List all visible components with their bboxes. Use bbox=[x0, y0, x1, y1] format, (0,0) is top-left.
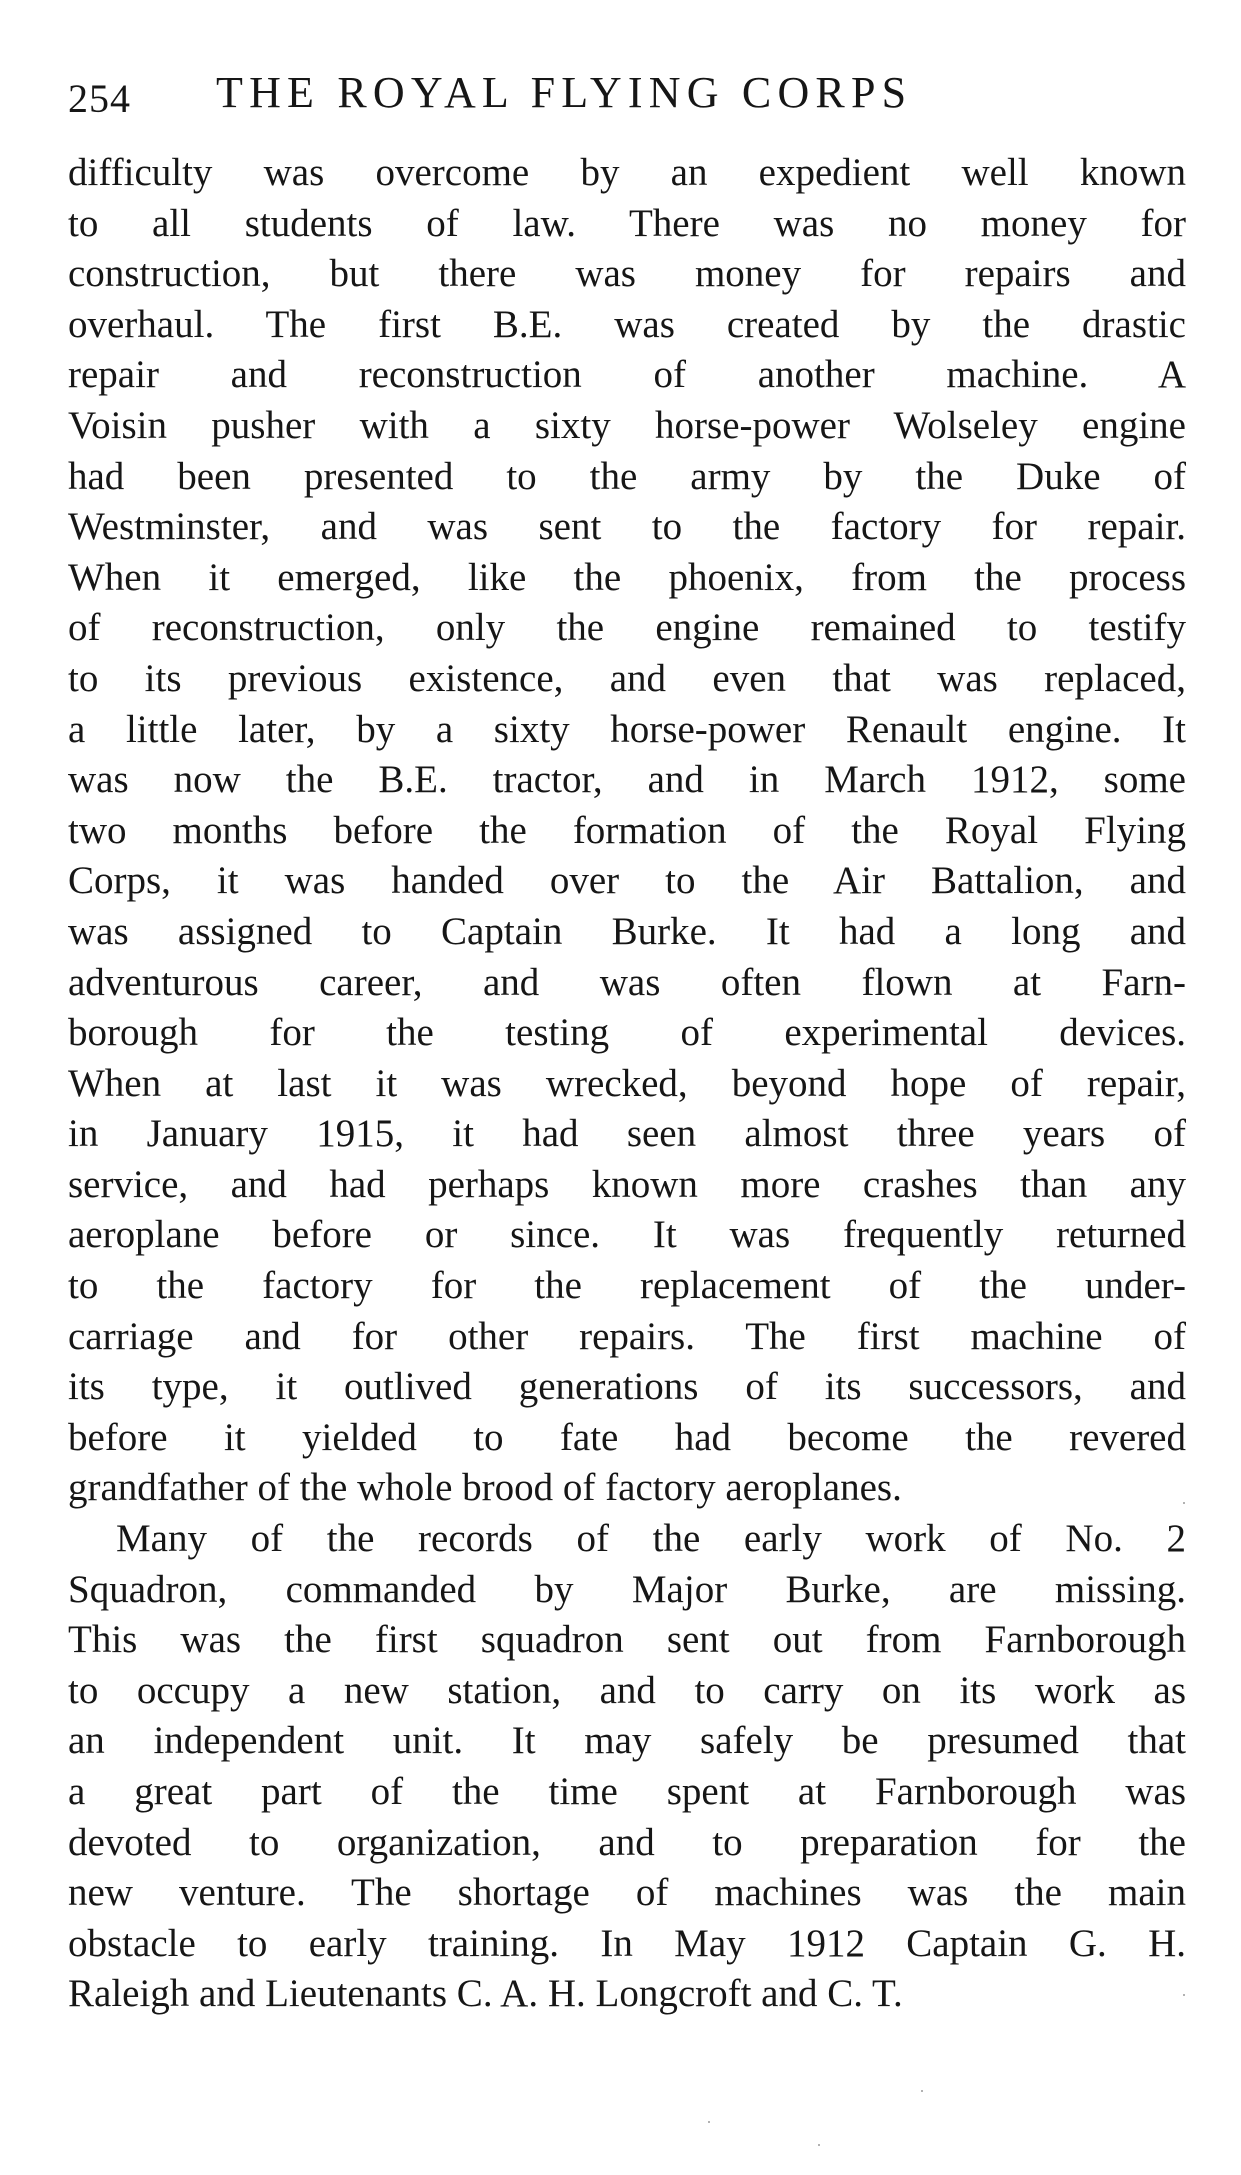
text-line: to the factory for the replacement of the under- bbox=[68, 1264, 1186, 1308]
text-line: construction, but there was money for repairs and bbox=[68, 252, 1186, 296]
text-line: carriage and for other repairs. The first machine of bbox=[68, 1314, 1186, 1358]
text-line: adventurous career, and was often flown at Farn- bbox=[68, 960, 1186, 1004]
text-line: Corps, it was handed over to the Air Battalion, and bbox=[68, 859, 1186, 903]
page-number: 254 bbox=[68, 76, 131, 121]
text-line: devoted to organization, and to preparation for the bbox=[68, 1820, 1186, 1864]
text-line: of reconstruction, only the engine remained to testify bbox=[68, 606, 1186, 650]
paper-speck bbox=[921, 2090, 923, 2092]
paper-speck bbox=[1183, 1994, 1185, 1996]
text-line: borough for the testing of experimental devices. bbox=[68, 1011, 1186, 1055]
text-line: difficulty was overcome by an expedient well known bbox=[68, 151, 1186, 194]
text-line: two months before the formation of the Royal Flying bbox=[68, 808, 1186, 852]
paper-speck bbox=[708, 2121, 710, 2123]
text-line: This was the first squadron sent out from Farnborough bbox=[68, 1618, 1186, 1662]
text-line: new venture. The shortage of machines was the main bbox=[68, 1871, 1186, 1915]
text-line: to its previous existence, and even that was replaced, bbox=[68, 656, 1186, 700]
text-line: was now the B.E. tractor, and in March 1912, some bbox=[68, 758, 1186, 802]
text-line: service, and had perhaps known more crashes than any bbox=[68, 1162, 1186, 1206]
paper-speck bbox=[818, 2144, 820, 2146]
text-line: grandfather of the whole brood of factory aeroplanes. bbox=[68, 1466, 902, 1510]
text-line: Squadron, commanded by Major Burke, are missing. bbox=[68, 1567, 1186, 1611]
text-line: to occupy a new station, and to carry on its work as bbox=[68, 1668, 1186, 1712]
text-line: was assigned to Captain Burke. It had a long and bbox=[68, 909, 1186, 953]
paragraph bbox=[68, 1514, 1186, 2020]
text-line: its type, it outlived generations of its successors, and bbox=[68, 1365, 1186, 1409]
running-title: THE ROYAL FLYING CORPS bbox=[216, 68, 913, 117]
text-line: overhaul. The first B.E. was created by the drastic bbox=[68, 302, 1186, 346]
text-line: Voisin pusher with a sixty horse-power Wolseley engine bbox=[68, 403, 1186, 447]
text-line: in January 1915, it had seen almost three years of bbox=[68, 1112, 1186, 1156]
text-line: had been presented to the army by the Duke of bbox=[68, 454, 1186, 498]
text-line: aeroplane before or since. It was frequently returned bbox=[68, 1213, 1186, 1257]
text-line: a little later, by a sixty horse-power Renault engine. It bbox=[68, 707, 1186, 751]
text-line: obstacle to early training. In May 1912 Captain G. H. bbox=[68, 1921, 1186, 1965]
text-line: Raleigh and Lieutenants C. A. H. Longcroft and C. T. bbox=[68, 1972, 903, 2016]
running-head bbox=[68, 62, 1178, 122]
text-line: an independent unit. It may safely be presumed that bbox=[68, 1719, 1186, 1763]
text-line: repair and reconstruction of another machine. A bbox=[68, 353, 1186, 397]
paper-speck bbox=[1183, 1502, 1185, 1504]
text-line: before it yielded to fate had become the revered bbox=[68, 1415, 1186, 1459]
text-line: a great part of the time spent at Farnborough was bbox=[68, 1770, 1186, 1813]
text-line: to all students of law. There was no money for bbox=[68, 201, 1186, 245]
text-line: Westminster, and was sent to the factory for repair. bbox=[68, 505, 1186, 549]
text-line: Many of the records of the early work of No. 2 bbox=[116, 1517, 1186, 1561]
paragraph bbox=[68, 148, 1186, 1514]
text-line: When at last it was wrecked, beyond hope of repair, bbox=[68, 1061, 1186, 1105]
text-line: When it emerged, like the phoenix, from the process bbox=[68, 555, 1186, 599]
body-text bbox=[68, 148, 1186, 2020]
